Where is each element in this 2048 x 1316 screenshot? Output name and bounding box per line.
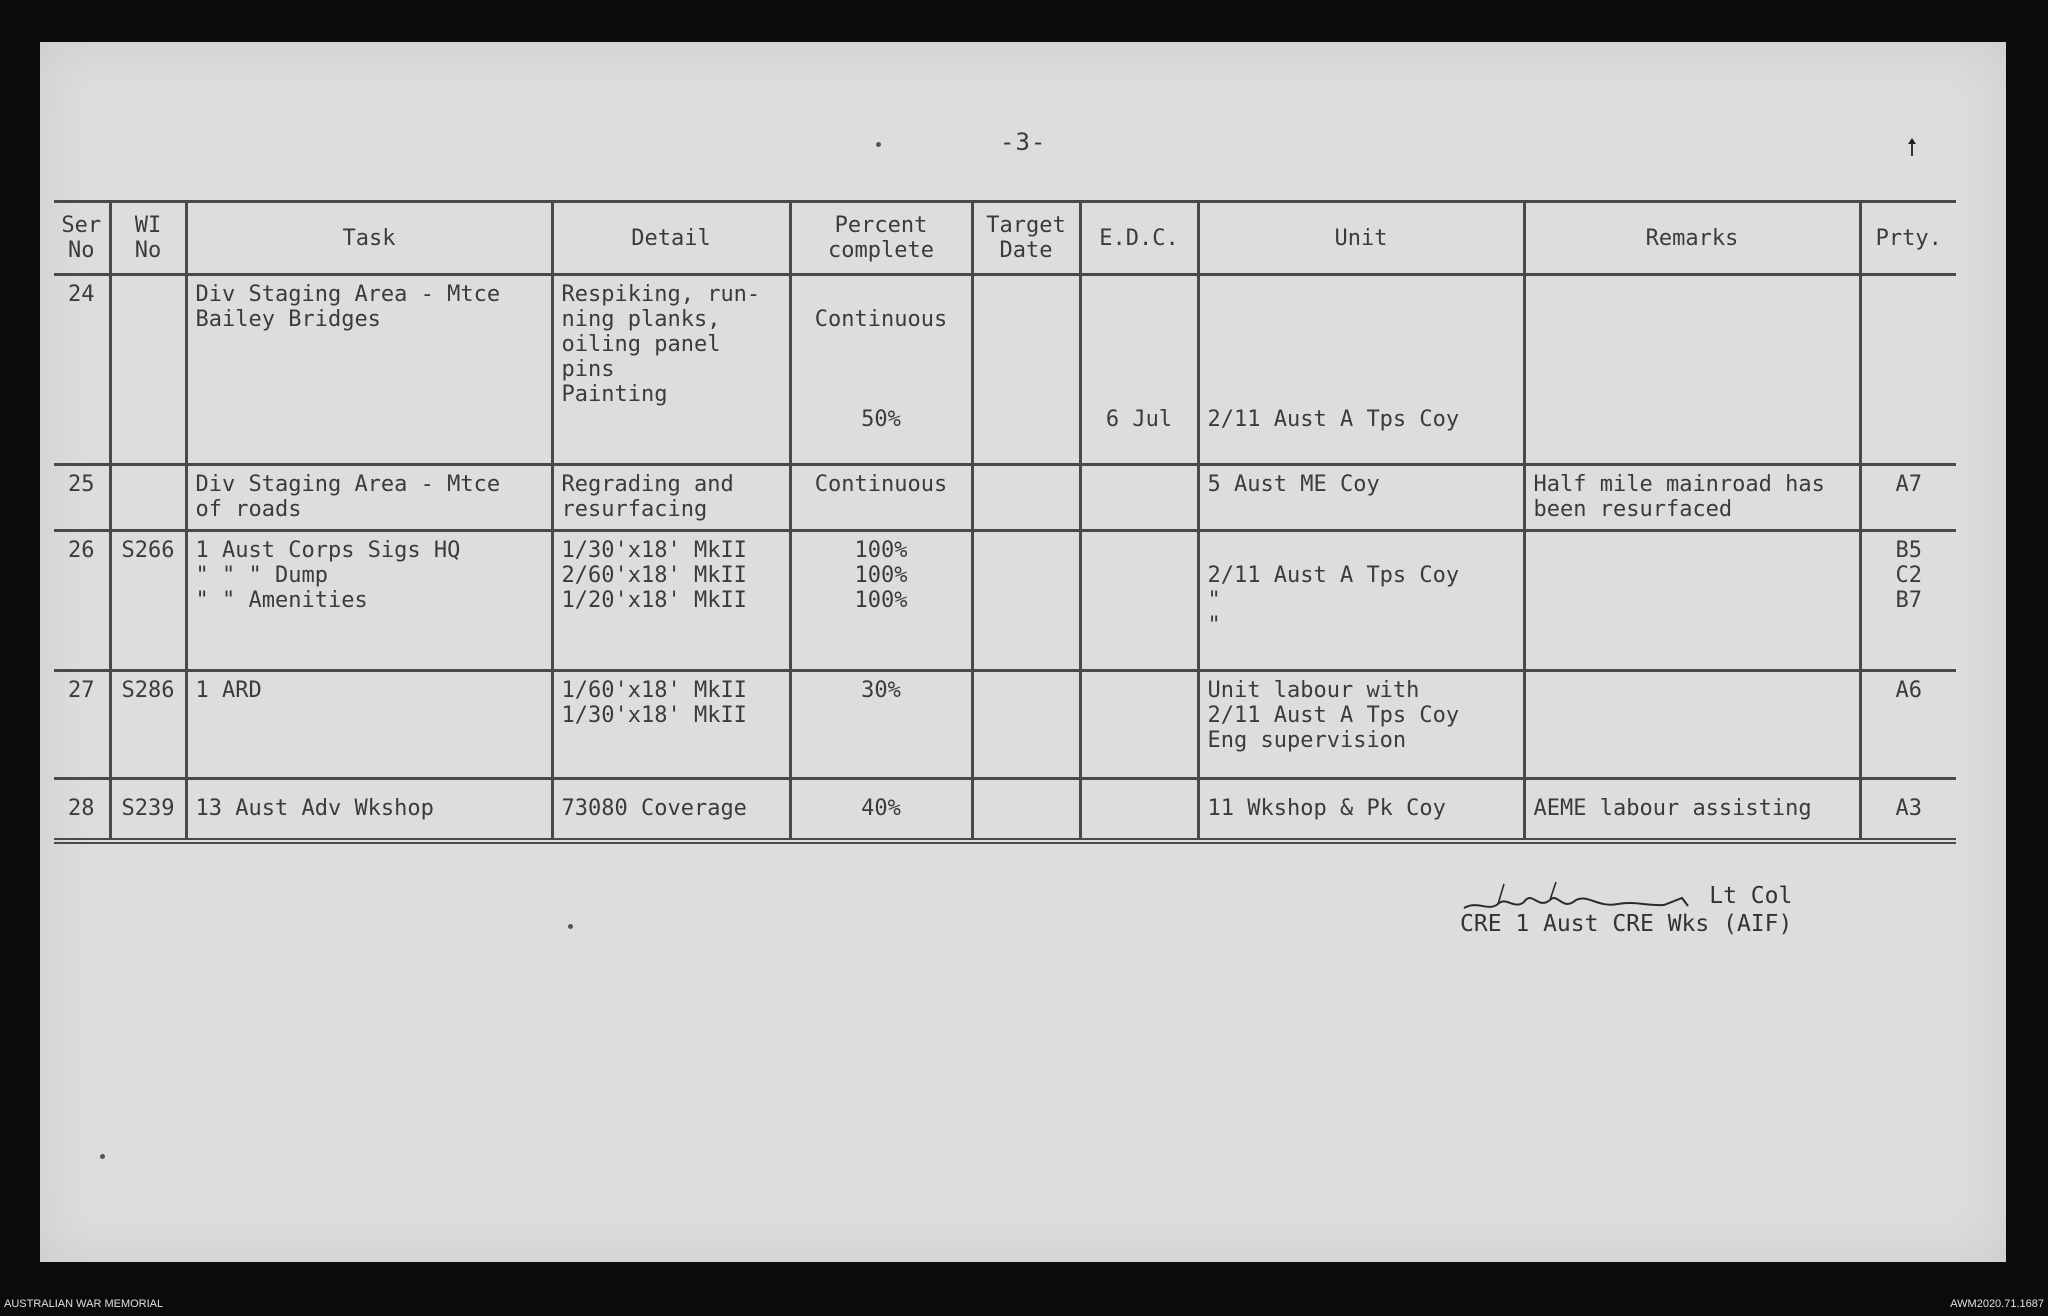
col-header-wi-no: WI No	[110, 202, 186, 275]
table-row	[54, 275, 1956, 465]
cell-ser: 28	[54, 779, 110, 841]
cell-percent: Continuous	[790, 465, 972, 531]
archive-credit: AUSTRALIAN WAR MEMORIAL	[4, 1298, 164, 1310]
paper-speck	[876, 142, 881, 147]
cell-target	[972, 531, 1080, 671]
cell-task: 1 ARD	[186, 671, 552, 779]
cell-ser: 27	[54, 671, 110, 779]
cell-edc	[1080, 671, 1198, 779]
col-header-ser-no: Ser No	[54, 202, 110, 275]
cell-unit	[1198, 531, 1524, 671]
pin-mark-icon	[1902, 136, 1922, 158]
cell-unit	[1198, 275, 1524, 465]
cell-unit: 5 Aust ME Coy	[1198, 465, 1524, 531]
cell-wi	[110, 465, 186, 531]
signature-block	[1460, 882, 1792, 938]
cell-target	[972, 465, 1080, 531]
works-progress-table	[54, 200, 1956, 844]
col-header-percent: Percent complete	[790, 202, 972, 275]
cell-target	[972, 671, 1080, 779]
cell-unit: 11 Wkshop & Pk Coy	[1198, 779, 1524, 841]
cell-edc	[1080, 465, 1198, 531]
unit-value: 2/11 Aust A Tps Coy " "	[1207, 563, 1460, 638]
paper-speck	[568, 924, 573, 929]
cell-target	[972, 275, 1080, 465]
table-row	[54, 671, 1956, 779]
cell-prty	[1860, 275, 1956, 465]
cell-task: 13 Aust Adv Wkshop	[186, 779, 552, 841]
cell-prty: A6	[1860, 671, 1956, 779]
cell-remarks	[1524, 531, 1860, 671]
archive-reference: AWM2020.71.1687	[1950, 1298, 2044, 1310]
percent-value: 50%	[861, 407, 901, 432]
col-header-unit: Unit	[1198, 202, 1524, 275]
cell-ser: 24	[54, 275, 110, 465]
col-header-task: Task	[186, 202, 552, 275]
cell-unit: Unit labour with 2/11 Aust A Tps Coy Eng supervision	[1198, 671, 1524, 779]
cell-edc	[1080, 275, 1198, 465]
cell-edc	[1080, 779, 1198, 841]
col-header-priority: Prty.	[1860, 202, 1956, 275]
table-row	[54, 531, 1956, 671]
col-header-remarks: Remarks	[1524, 202, 1860, 275]
percent-status: Continuous	[814, 307, 948, 332]
cell-detail: 1/60'x18' MkII 1/30'x18' MkII	[552, 671, 790, 779]
cell-wi: S266	[110, 531, 186, 671]
cell-remarks	[1524, 275, 1860, 465]
paper-speck	[100, 1154, 105, 1159]
cell-percent: 100% 100% 100%	[790, 531, 972, 671]
table-row	[54, 779, 1956, 841]
col-header-detail: Detail	[552, 202, 790, 275]
cell-remarks: Half mile mainroad has been resurfaced	[1524, 465, 1860, 531]
cell-prty: A3	[1860, 779, 1956, 841]
cell-ser: 25	[54, 465, 110, 531]
cell-ser: 26	[54, 531, 110, 671]
cell-task: 1 Aust Corps Sigs HQ " " " Dump " " Amenities	[186, 531, 552, 671]
table-header-row	[54, 202, 1956, 275]
edc-value: 6 Jul	[1105, 407, 1173, 432]
cell-edc	[1080, 531, 1198, 671]
cell-task: Div Staging Area - Mtce Bailey Bridges	[186, 275, 552, 465]
cell-prty: B5 C2 B7	[1860, 531, 1956, 671]
cell-wi: S286	[110, 671, 186, 779]
cell-remarks	[1524, 671, 1860, 779]
cell-percent	[790, 275, 972, 465]
page-number: -3-	[1000, 128, 1047, 156]
unit-value: 2/11 Aust A Tps Coy	[1207, 407, 1460, 432]
cell-detail: 1/30'x18' MkII 2/60'x18' MkII 1/20'x18' MkII	[552, 531, 790, 671]
signatory-rank: Lt Col	[1709, 883, 1793, 909]
cell-percent: 40%	[790, 779, 972, 841]
document-page	[40, 42, 2006, 1262]
cell-wi	[110, 275, 186, 465]
signatory-title: CRE 1 Aust CRE Wks (AIF)	[1460, 911, 1793, 937]
cell-percent: 30%	[790, 671, 972, 779]
cell-detail: Respiking, run- ning planks, oiling panel pins Painting	[552, 275, 790, 465]
cell-target	[972, 779, 1080, 841]
col-header-edc: E.D.C.	[1080, 202, 1198, 275]
col-header-target-date: Target Date	[972, 202, 1080, 275]
cell-wi: S239	[110, 779, 186, 841]
cell-remarks: AEME labour assisting	[1524, 779, 1860, 841]
table-row	[54, 465, 1956, 531]
cell-prty: A7	[1860, 465, 1956, 531]
cell-detail: 73080 Coverage	[552, 779, 790, 841]
cell-task: Div Staging Area - Mtce of roads	[186, 465, 552, 531]
cell-detail: Regrading and resurfacing	[552, 465, 790, 531]
